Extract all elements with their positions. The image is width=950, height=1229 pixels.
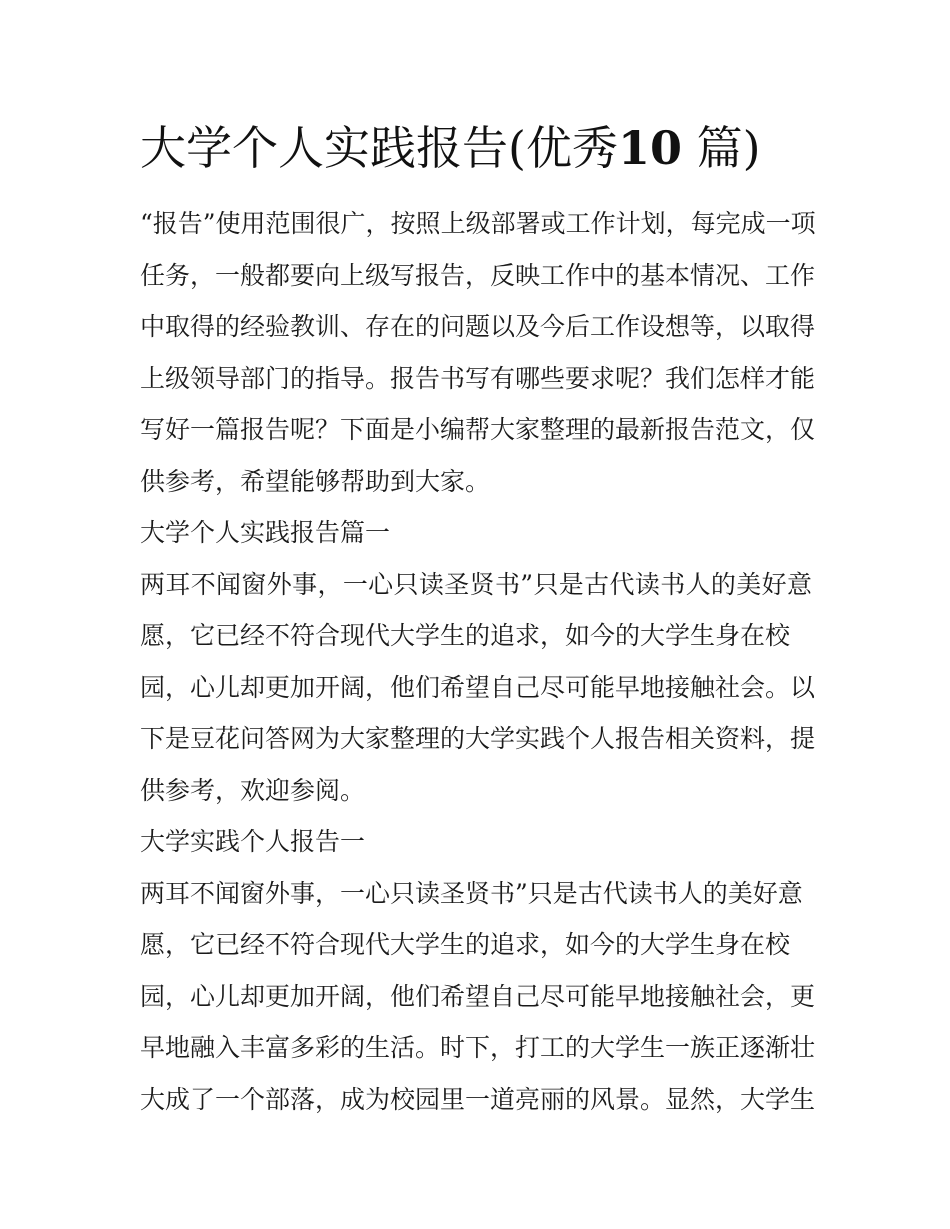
paragraph-line: 愿，它已经不符合现代大学生的追求，如今的大学生身在校 xyxy=(140,621,791,650)
title-text-before: 大学个人实践报告(优秀 xyxy=(140,121,618,175)
paragraph-line: 早地融入丰富多彩的生活。时下，打工的大学生一族正逐渐壮 xyxy=(140,1033,816,1062)
paragraph-line: 写好一篇报告呢？下面是小编帮大家整理的最新报告范文，仅 xyxy=(140,415,816,444)
document-body xyxy=(140,198,816,1125)
paragraph-line: “报告”使用范围很广，按照上级部署或工作计划，每完成一项 xyxy=(140,209,816,238)
section-paragraph xyxy=(140,559,816,817)
paragraph-line: 大成了一个部落，成为校园里一道亮丽的风景。显然，大学生 xyxy=(140,1084,816,1114)
section-paragraph xyxy=(140,868,816,1126)
paragraph-line: 供参考，欢迎参阅。 xyxy=(140,775,366,805)
paragraph-line: 上级领导部门的指导。报告书写有哪些要求呢？我们怎样才能 xyxy=(140,363,816,393)
title-text-after: 篇) xyxy=(696,121,761,175)
paragraph-line: 下是豆花问答网为大家整理的大学实践个人报告相关资料，提 xyxy=(140,724,816,753)
section-heading: 大学个人实践报告篇一 xyxy=(140,518,391,547)
section-heading: 大学实践个人报告一 xyxy=(140,827,366,856)
paragraph-line: 两耳不闻窗外事，一心只读圣贤书”只是古代读书人的美好意 xyxy=(140,569,812,599)
paragraph-line: 园，心儿却更加开阔，他们希望自己尽可能早地接触社会。以 xyxy=(140,672,816,702)
paragraph-line: 中取得的经验教训、存在的问题以及今后工作设想等，以取得 xyxy=(140,312,816,341)
paragraph-line: 两耳不闻窗外事，一心只读圣贤书”只是古代读书人的美好意 xyxy=(140,878,803,908)
paragraph-line: 园，心儿却更加开阔，他们希望自己尽可能早地接触社会，更 xyxy=(140,981,816,1011)
title-number: 10 xyxy=(617,121,682,175)
paragraph-line: 愿，它已经不符合现代大学生的追求，如今的大学生身在校 xyxy=(140,930,791,959)
intro-paragraph xyxy=(140,198,816,507)
page-title xyxy=(140,117,840,179)
paragraph-line: 供参考，希望能够帮助到大家。 xyxy=(140,466,491,496)
paragraph-line: 任务，一般都要向上级写报告，反映工作中的基本情况、工作 xyxy=(140,260,816,290)
